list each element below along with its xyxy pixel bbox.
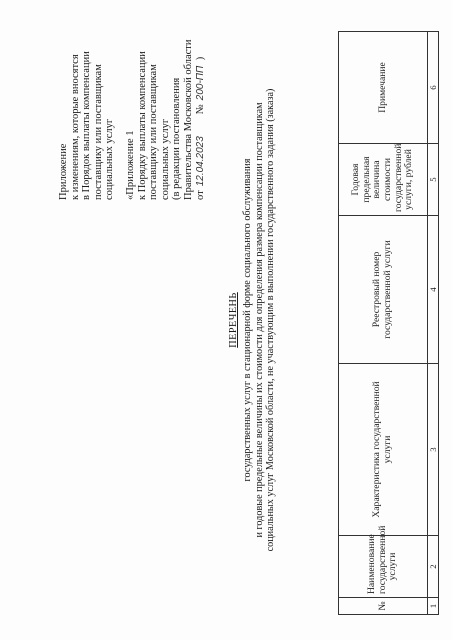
title-line: и годовые предельные величины их стоимости для определения размера компенсации поставщикам bbox=[253, 102, 265, 538]
resolution-sign-line bbox=[195, 10, 207, 200]
attachment-line: Приложение bbox=[58, 143, 69, 200]
quote-line: поставщику или поставщикам bbox=[148, 64, 160, 200]
resolution-number: 200-ПП bbox=[194, 65, 206, 101]
column-number-cell: 2 bbox=[428, 536, 439, 598]
column-number-cell: 3 bbox=[428, 364, 439, 536]
quote-line: (в редакции постановления bbox=[171, 77, 183, 200]
attachment-block bbox=[58, 10, 206, 200]
services-table bbox=[338, 31, 439, 615]
document-title bbox=[228, 0, 277, 640]
from-label: от bbox=[194, 190, 206, 200]
attachment-line: в Порядок выплаты компенсации bbox=[81, 51, 93, 200]
quote-line: к Порядку выплаты компенсации bbox=[136, 51, 148, 200]
attachment-line: поставщику или поставщикам bbox=[92, 64, 104, 200]
title-line: государственных услуг в стационарной форме социального обслуживания bbox=[241, 158, 253, 482]
table-column-numbers-row bbox=[428, 32, 439, 615]
number-label: № bbox=[194, 104, 206, 115]
title-heading: ПЕРЕЧЕНЬ bbox=[228, 292, 239, 348]
column-number-cell: 6 bbox=[428, 32, 439, 144]
column-number-cell: 1 bbox=[428, 598, 439, 615]
title-line: социальных услуг Московской области, не участвующим в выполнении государственного задания (заказа) bbox=[265, 88, 277, 552]
header-cell-annual-cost: Годовая предельная величина стоимости государственной услуги, рублей bbox=[339, 144, 428, 216]
quote-line: социальных услуг bbox=[159, 118, 171, 200]
quote-line: «Приложение 1 bbox=[124, 130, 136, 200]
header-cell-name: Наименование государственной услуги bbox=[339, 536, 428, 598]
column-number-cell: 4 bbox=[428, 216, 439, 364]
header-cell-characteristic: Характеристика государственной услуги bbox=[339, 364, 428, 536]
column-number-cell: 5 bbox=[428, 144, 439, 216]
header-cell-number: № bbox=[339, 598, 428, 615]
resolution-date: 12.04.2023 bbox=[194, 136, 206, 187]
attachment-line: к изменениям, которые вносятся bbox=[69, 54, 81, 200]
quote-line: Правительства Московской области bbox=[182, 39, 194, 200]
closing-paren: ) bbox=[194, 56, 206, 61]
table-header-row bbox=[339, 32, 428, 615]
header-cell-note: Примечание bbox=[339, 32, 428, 144]
header-cell-registry-number: Реестровый номер государственной услуги bbox=[339, 216, 428, 364]
attachment-line: социальных услуг bbox=[104, 118, 116, 200]
attachment-gap bbox=[116, 10, 125, 200]
